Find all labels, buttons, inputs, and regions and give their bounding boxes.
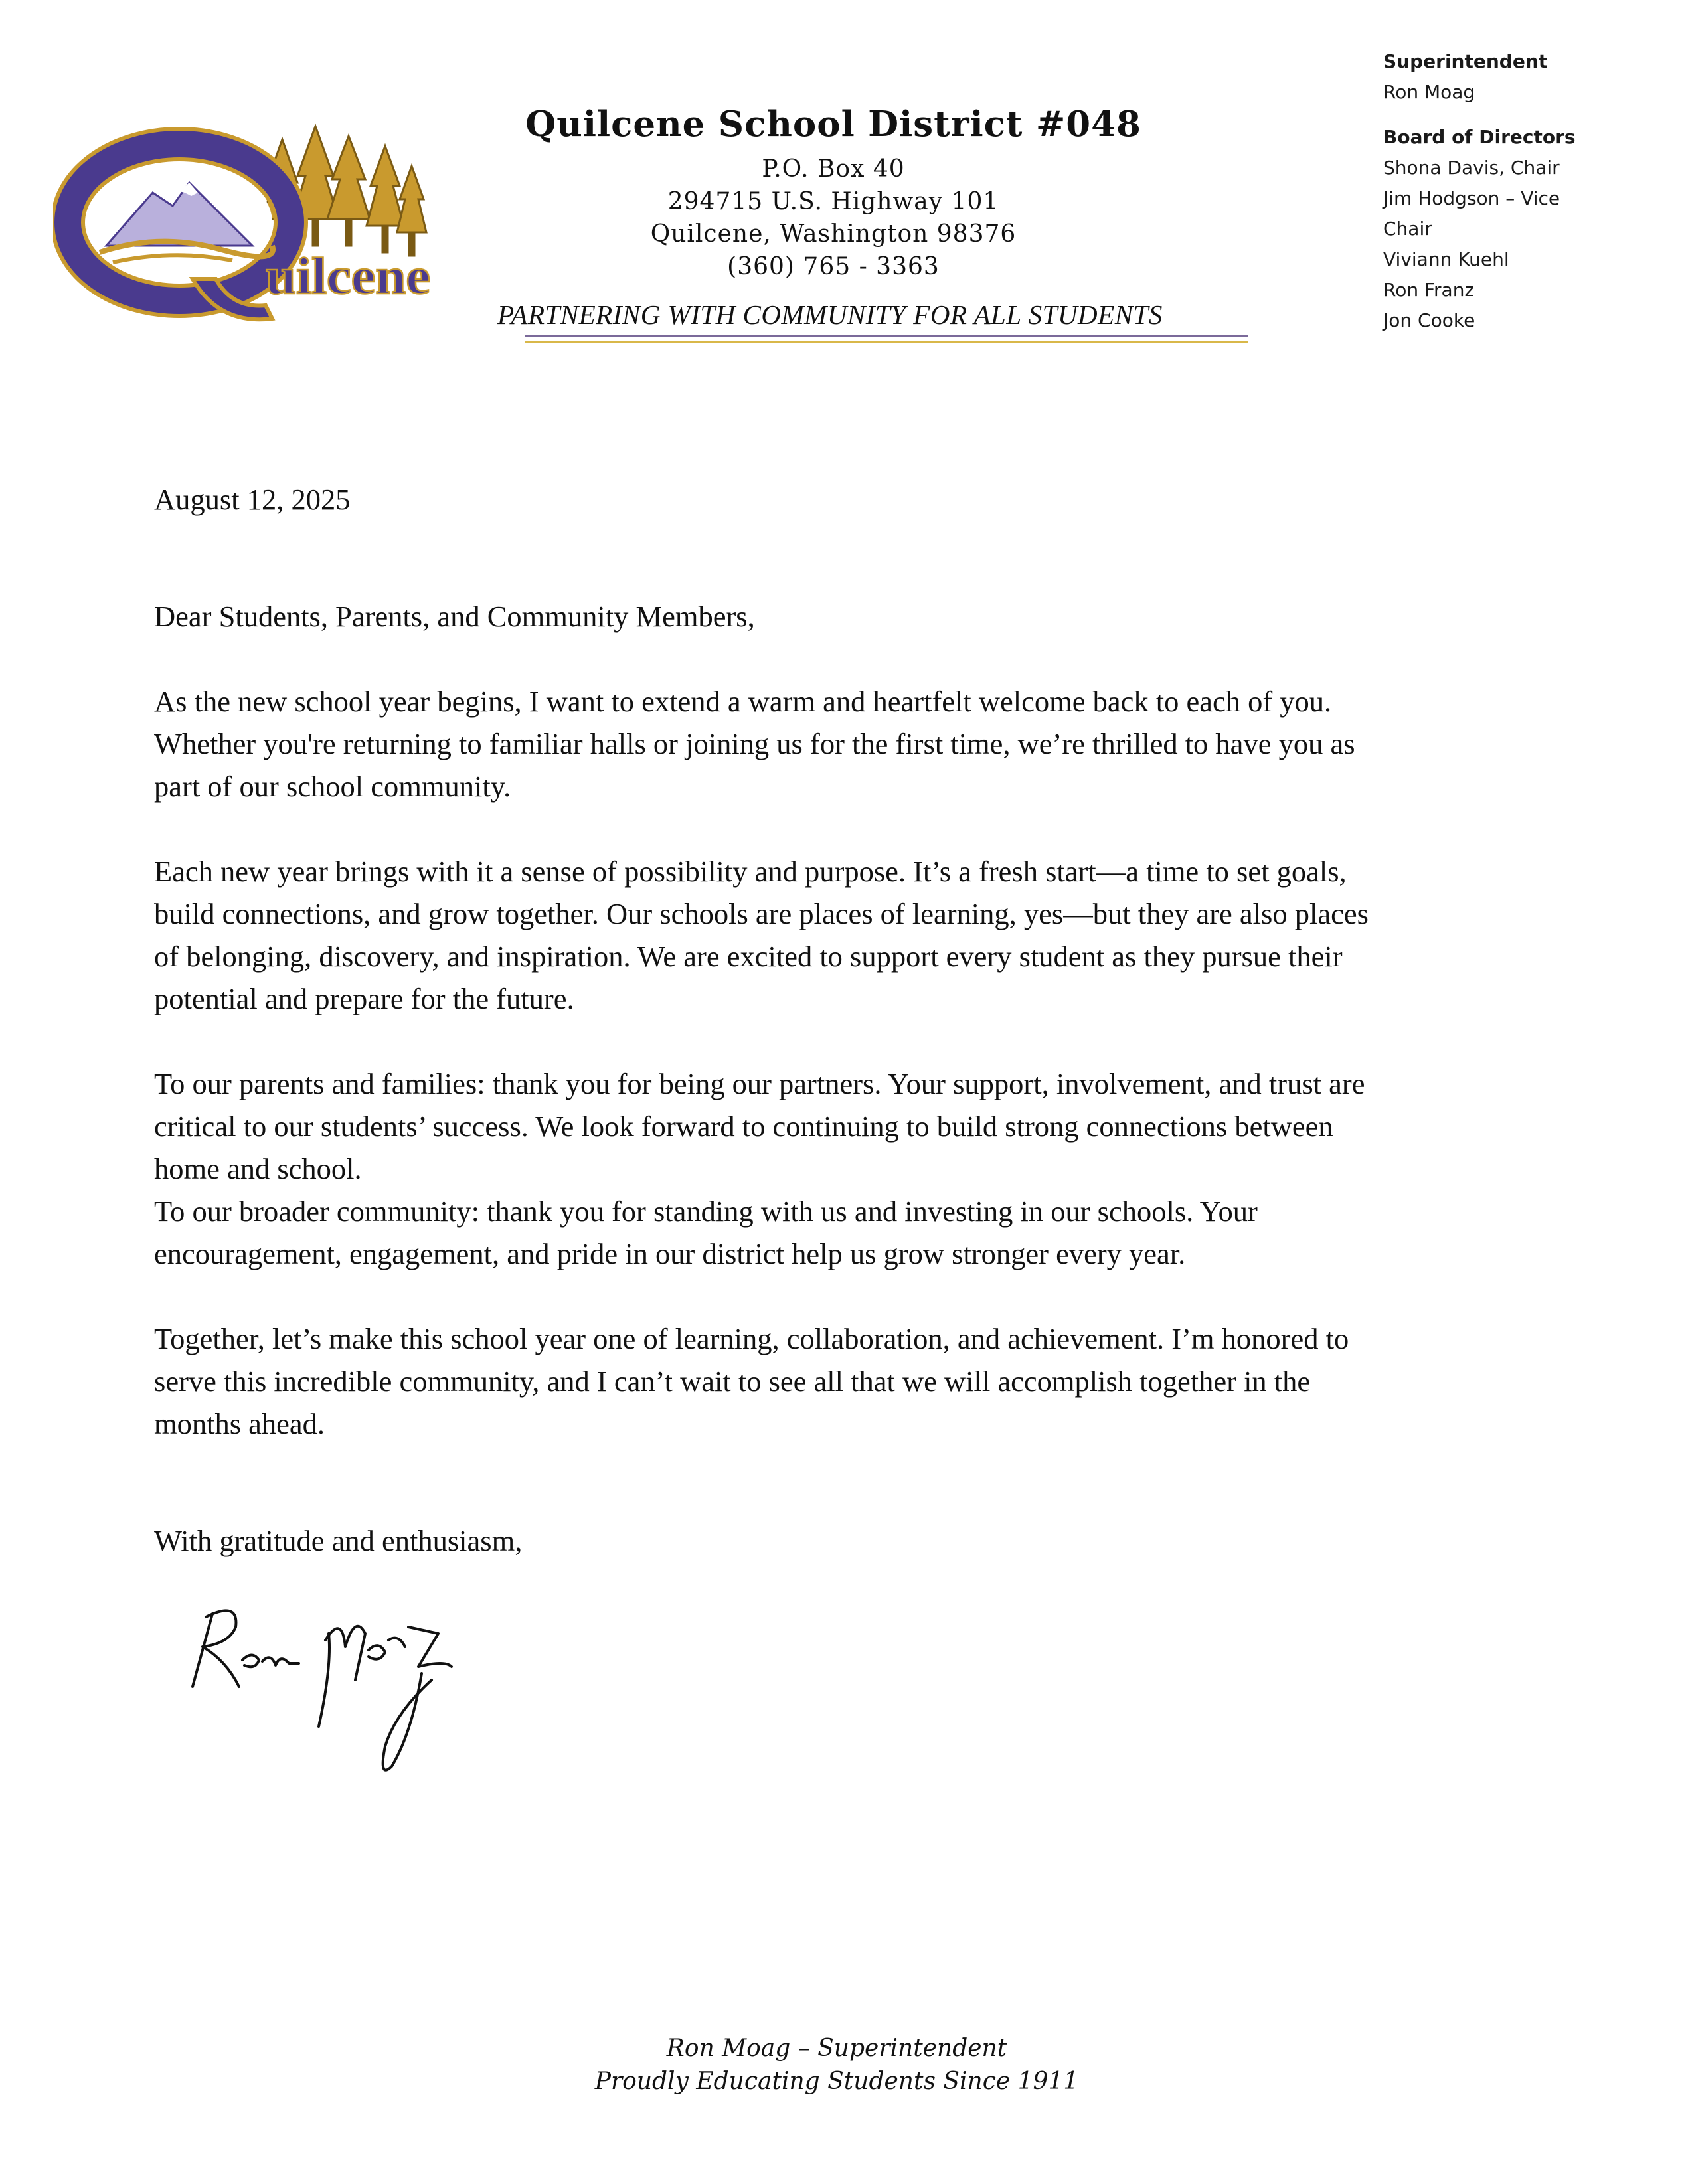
district-logo	[53, 120, 432, 339]
divider	[525, 341, 1248, 343]
paragraph-line: serve this incredible community, and I can’t wait to see all that we will accomplish together in the	[154, 1365, 1311, 1398]
superintendent-label: Superintendent	[1383, 50, 1548, 72]
letterhead	[452, 101, 1215, 283]
address-line: P.O. Box 40	[762, 155, 905, 183]
district-name: Quilcene School District #048	[525, 104, 1141, 145]
address-line: Quilcene, Washington 98376	[650, 220, 1017, 248]
divider	[525, 335, 1248, 337]
phone-number: (360) 765 - 3363	[727, 253, 940, 280]
paragraph-line: To our broader community: thank you for standing with us and investing in our schools. Your	[154, 1195, 1258, 1228]
paragraph-line: build connections, and grow together. Our schools are places of learning, yes—but they are also places	[154, 897, 1369, 930]
paragraph-line: of belonging, discovery, and inspiration. We are excited to support every student as they pursue their	[154, 940, 1343, 973]
salutation: Dear Students, Parents, and Community Members,	[154, 600, 755, 633]
paragraph	[154, 1317, 1549, 1445]
board-list	[1383, 46, 1662, 336]
superintendent-name: Ron Moag	[1383, 81, 1475, 103]
address-line: 294715 U.S. Highway 101	[667, 188, 999, 215]
paragraph	[154, 1190, 1549, 1275]
paragraph	[154, 1062, 1549, 1190]
paragraph-line: Whether you're returning to familiar halls or joining us for the first time, we’re thrilled to have you as	[154, 727, 1355, 760]
director-item: Jim Hodgson – Vice	[1383, 187, 1560, 209]
paragraph-line: potential and prepare for the future.	[154, 982, 574, 1015]
paragraph-line: encouragement, engagement, and pride in our district help us grow stronger every year.	[154, 1237, 1186, 1270]
paragraph	[154, 680, 1549, 807]
svg-text:uilcene: uilcene	[266, 247, 430, 305]
paragraph-line: months ahead.	[154, 1407, 325, 1440]
signature	[166, 1587, 511, 1786]
footer-line: Ron Moag – Superintendent	[666, 2035, 1007, 2062]
paragraph-line: As the new school year begins, I want to extend a warm and heartfelt welcome back to each of you.	[154, 685, 1332, 718]
paragraph-line: home and school.	[154, 1152, 362, 1185]
paragraph-line: part of our school community.	[154, 770, 511, 803]
footer	[505, 2032, 1169, 2098]
paragraph-line: critical to our students’ success. We look forward to continuing to build strong connections between	[154, 1110, 1333, 1143]
directors-label: Board of Directors	[1383, 126, 1576, 148]
paragraph-line: Each new year brings with it a sense of possibility and purpose. It’s a fresh start—a time to set goals,	[154, 855, 1347, 888]
director-item: Jon Cooke	[1383, 309, 1475, 331]
letter-body	[154, 478, 1549, 1562]
footer-line: Proudly Educating Students Since 1911	[594, 2068, 1079, 2095]
director-item: Ron Franz	[1383, 279, 1475, 301]
director-item: Shona Davis, Chair	[1383, 157, 1560, 179]
director-item: Viviann Kuehl	[1383, 248, 1509, 270]
tagline: PARTNERING WITH COMMUNITY FOR ALL STUDENTS	[497, 299, 1163, 330]
paragraph-line: Together, let’s make this school year one of learning, collaboration, and achievement. I’m honored to	[154, 1322, 1349, 1355]
closing: With gratitude and enthusiasm,	[154, 1524, 523, 1557]
letter-date: August 12, 2025	[154, 483, 351, 516]
director-item: Chair	[1383, 218, 1432, 240]
paragraph	[154, 850, 1549, 1020]
paragraph-line: To our parents and families: thank you for being our partners. Your support, involvement, and trust are	[154, 1067, 1365, 1100]
